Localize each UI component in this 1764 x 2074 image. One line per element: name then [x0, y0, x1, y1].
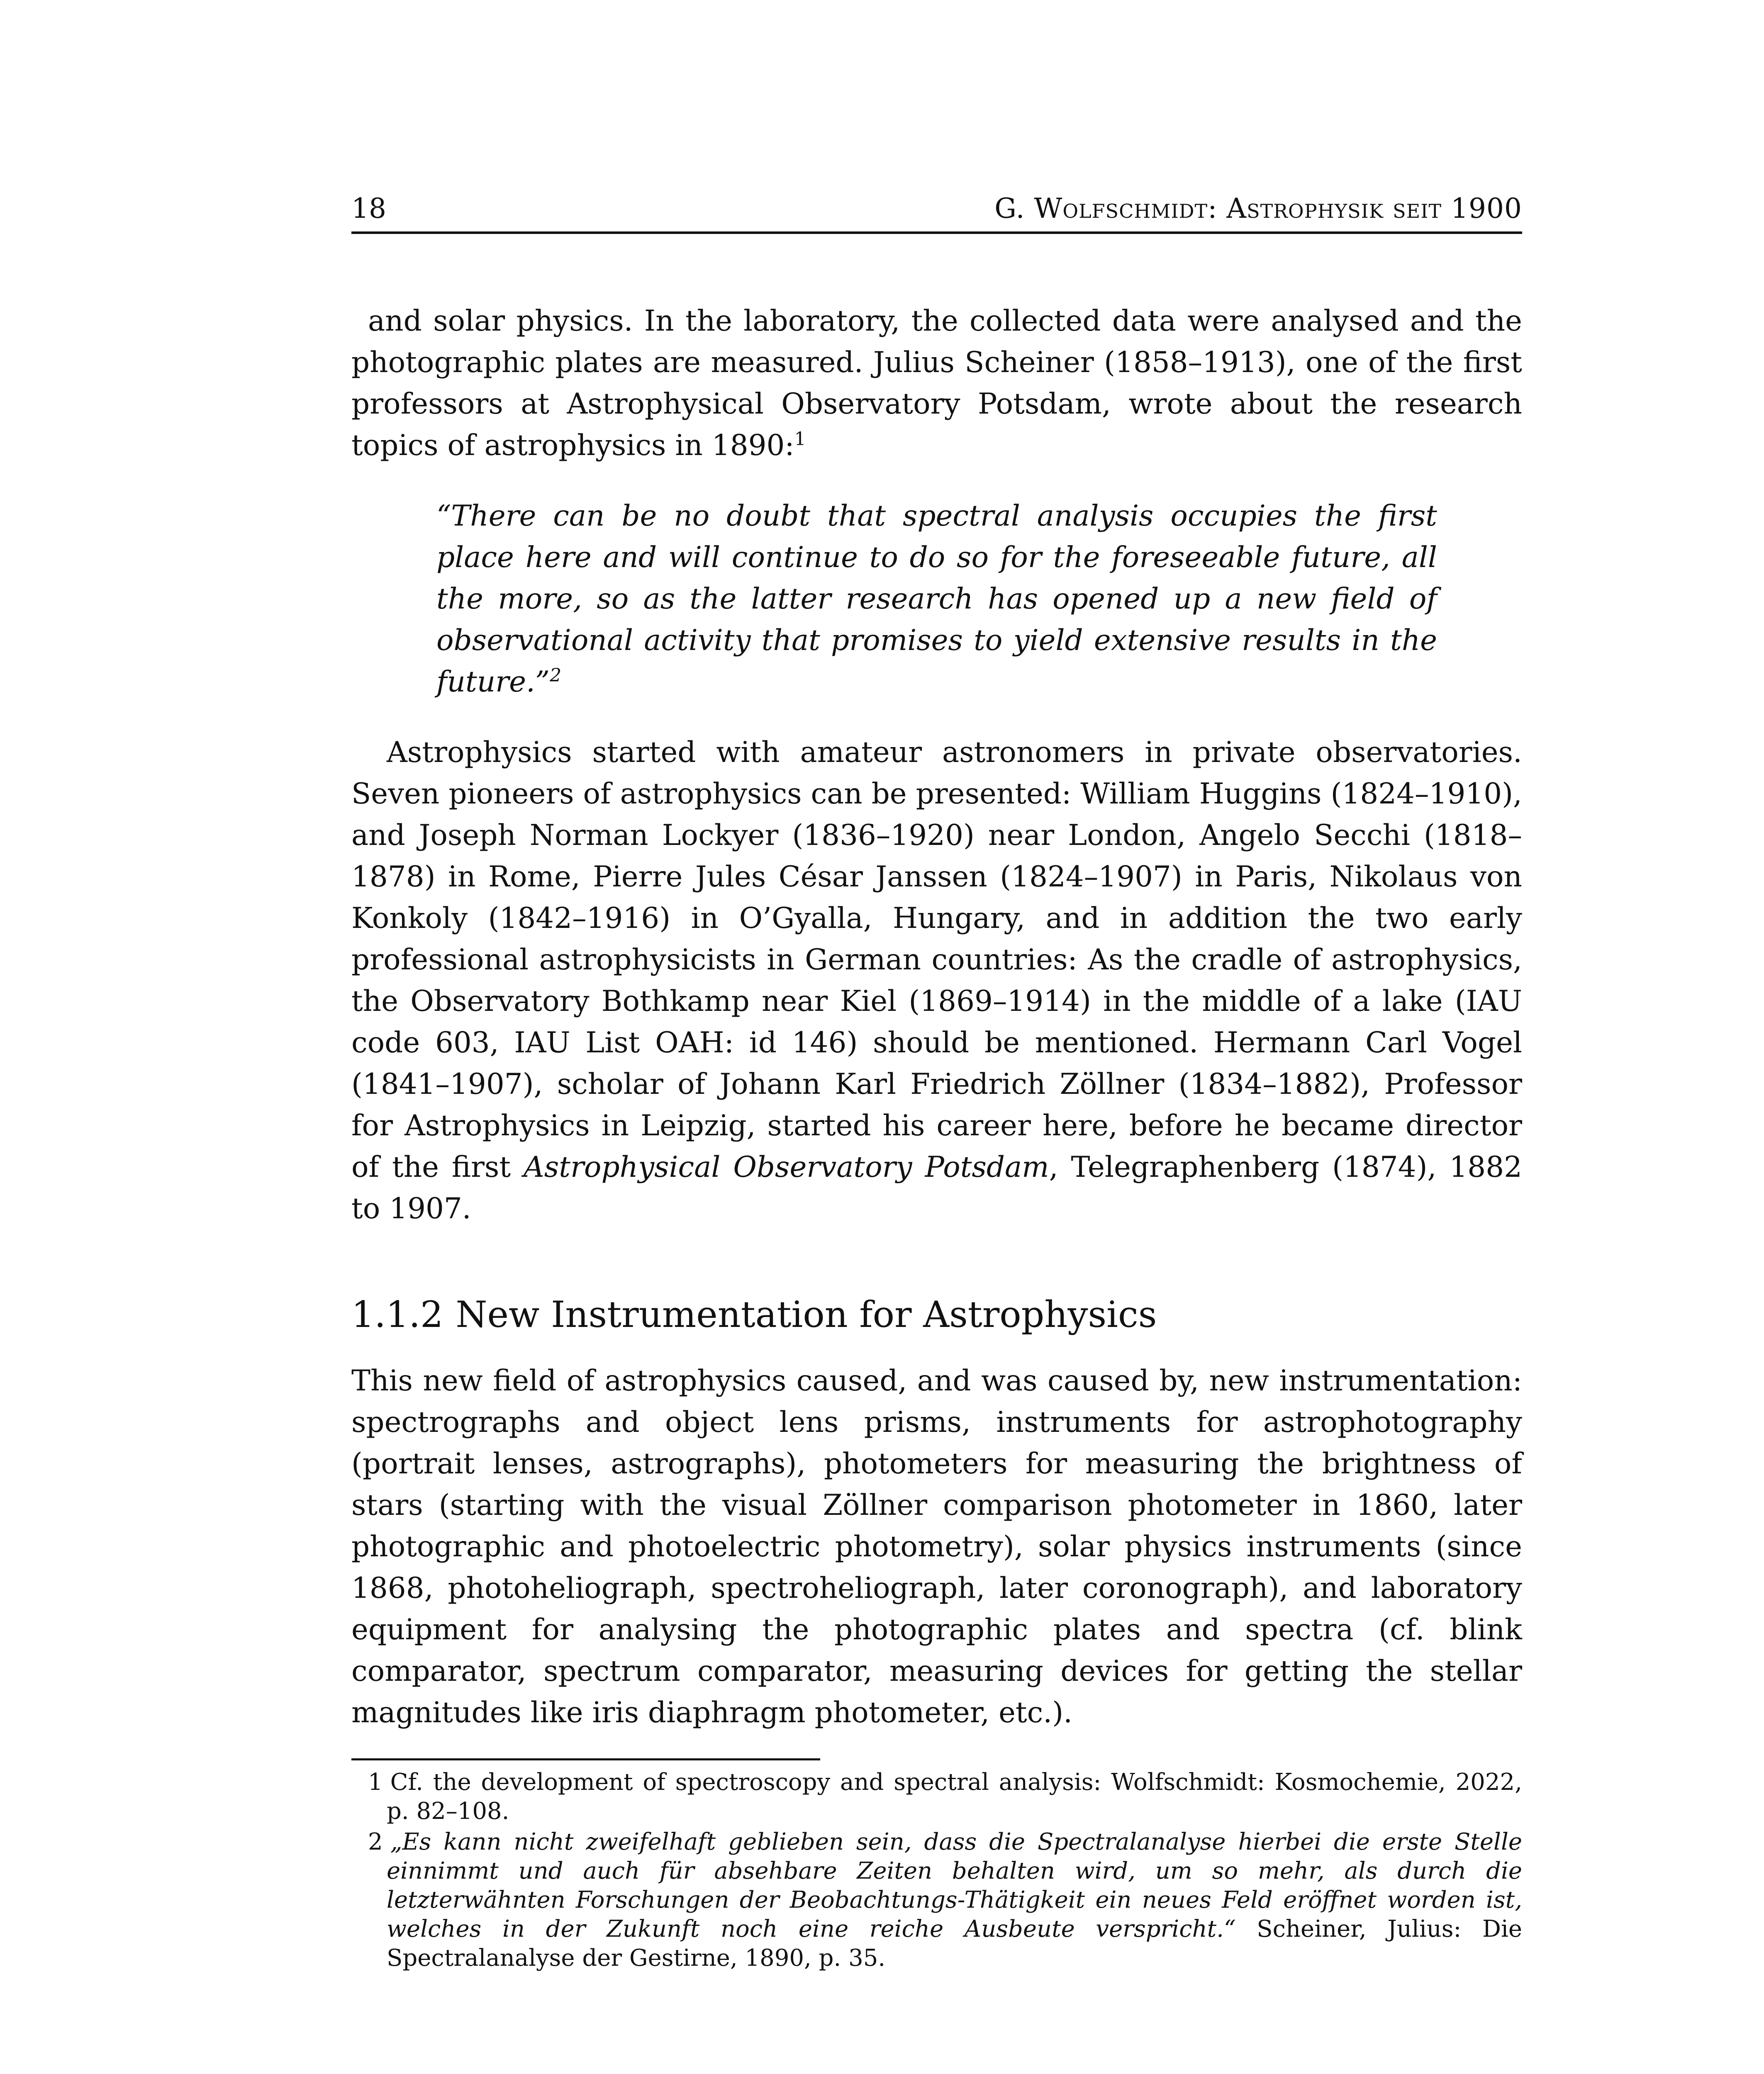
footnote-ref-2[interactable]: 2: [550, 665, 562, 686]
book-page: [351, 192, 1523, 1974]
section-title: New Instrumentation for Astrophysics: [456, 1293, 1157, 1336]
paragraph-pioneers-end: , Telegraphenberg (1874), 1882 to 1907.: [351, 1151, 1523, 1225]
footnote-divider: [351, 1758, 820, 1760]
footnote-ref-1[interactable]: 1: [794, 428, 806, 450]
footnote-german-quote: „Es kann nicht zweifelhaft geblieben sein, dass die Spectralanalyse hierbei die erste Stelle einnimmt und auch für absehbare Zeiten behalten wird, um so mehr, als durch die letzterwähnten Forschungen der Beobachtungs-Thätigkeit ein neues Feld eröffnet worden ist, welches in der Zukunft noch eine reiche Ausbeute verspricht.“: [387, 1828, 1522, 1943]
section-heading: [351, 1292, 1522, 1337]
page-number: 18: [351, 192, 386, 224]
quote-text: “There can be no doubt that spectral analysis occupies the first place here and will continue to do so for the foreseeable future, all the more, so as the latter research has opened up a new field of observational activity that promises to yield extensive results in the future.”: [436, 499, 1437, 699]
footnotes: [351, 1768, 1522, 1973]
paragraph-instrumentation: This new field of astrophysics caused, and was caused by, new instrumentation: spectrographs and object lens prisms, instruments for astrophotography (portrait lenses, astrographs), photometers for measuring the brightness of stars (starting with the visual Zöllner comparison photometer in 1860, later photographic and photoelectric photometry), solar physics instruments (since 1868, photoheliograph, spectroheliograph, later coronograph), and laboratory equipment for analysing the photographic plates and spectra (cf. blink comparator, spectrum comparator, measuring devices for getting the stellar magnitudes like iris diaphragm photometer, etc.).: [351, 1364, 1522, 1729]
paragraph-intro-text: and solar physics. In the laboratory, the collected data were analysed and the photographic plates are measured. Julius Scheiner (1858–1913), one of the first professors at Astrophysical Observatory Potsdam, wrote about the research topics of astrophysics in 1890:: [351, 304, 1522, 462]
footnote-mark: 2: [368, 1828, 383, 1855]
scheiner-quote: [436, 495, 1437, 703]
footnote-text: Cf. the development of spectroscopy and spectral analysis: Wolfschmidt: Kosmochemie, 2022, p. 82–108.: [387, 1769, 1522, 1825]
section-number: 1.1.2: [351, 1293, 443, 1336]
paragraph-pioneers-text: Astrophysics started with amateur astronomers in private observatories. Seven pioneers of astrophysics can be presented: William Huggins (1824–1910), and Joseph Norman Lockyer (1836–1920) near London, Angelo Secchi (1818–1878) in Rome, Pierre Jules César Janssen (1824–1907) in Paris, Nikolaus von Konkoly (1842–1916) in O’Gyalla, Hungary, and in addition the two early professional astrophysicists in German countries: As the cradle of astrophysics, the Observatory Bothkamp near Kiel (1869–1914) in the middle of a lake (IAU code 603, IAU List OAH: id 146) should be mentioned. Hermann Carl Vogel (1841–1907), scholar of Johann Karl Friedrich Zöllner (1834–1882), Professor for Astrophysics in Leipzig, started his career here, before he became director of the first: [351, 736, 1522, 1184]
running-header: [351, 192, 1522, 234]
paragraph-intro: [351, 300, 1522, 466]
footnote-2: [351, 1828, 1522, 1973]
running-title: G. Wolfschmidt: Astrophysik seit 1900: [994, 192, 1522, 224]
paragraph-pioneers: [351, 732, 1522, 1229]
footnote-text: Scheiner, Julius: Die Spectralanalyse der Gestirne, 1890, p. 35.: [387, 1916, 1523, 1972]
footnote-mark: 1: [368, 1769, 383, 1796]
emphasis-observatory-name: Astrophysical Observatory Potsdam: [523, 1151, 1049, 1184]
footnote-1: [351, 1768, 1522, 1826]
